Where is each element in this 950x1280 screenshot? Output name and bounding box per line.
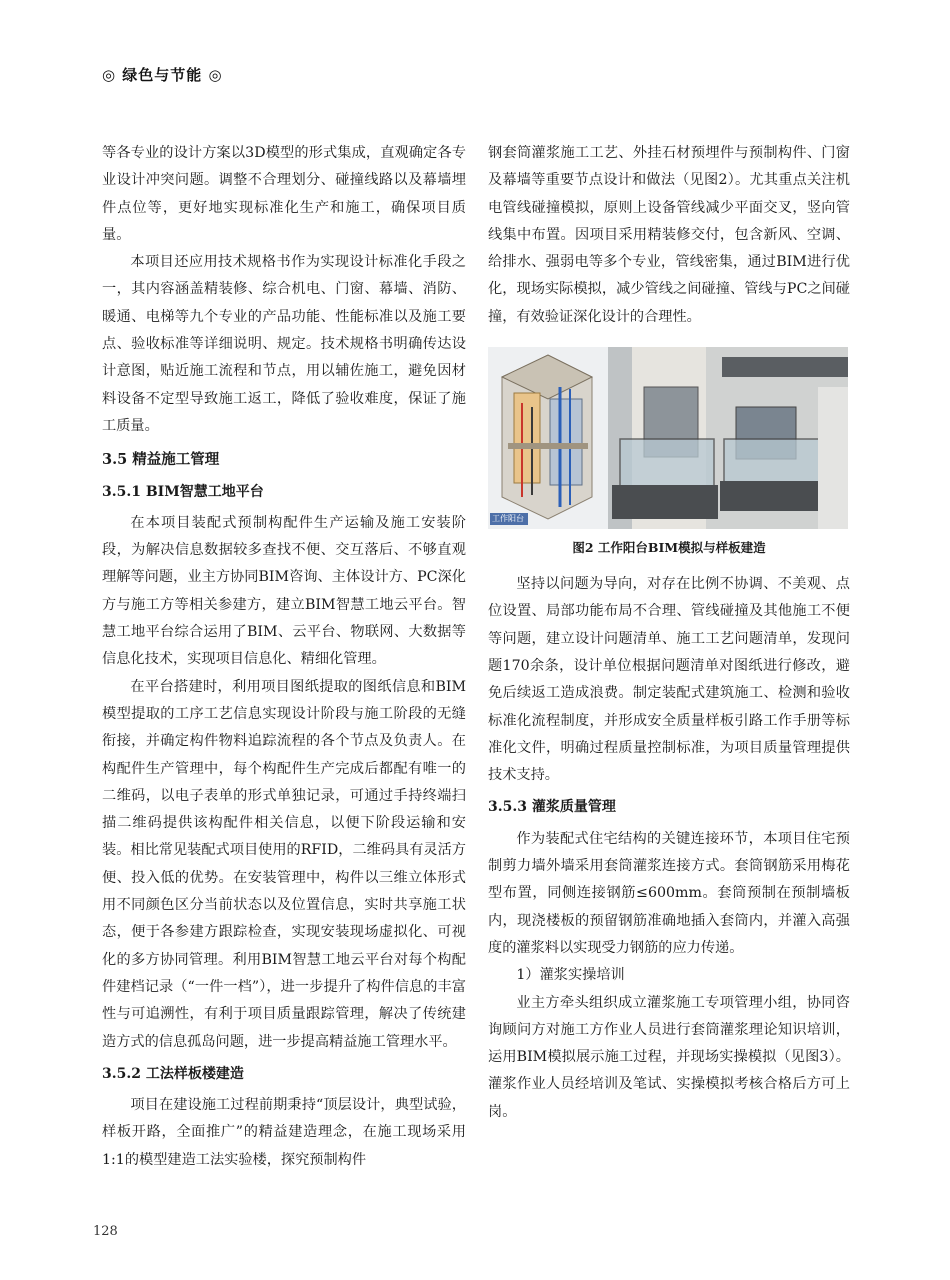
paragraph: 项目在建设施工过程前期秉持“顶层设计，典型试验，样板开路，全面推广”的精益建造理念，在施工现场采用1:1的模型建造工法实验楼，探究预制构件	[102, 1097, 466, 1168]
paragraph: 在本项目装配式预制构配件生产运输及施工安装阶段，为解决信息数据较多查找不便、交互落后、不够直观理解等问题，业主方协同BIM咨询、主体设计方、PC深化方与施工方等相关参建方，建立BIM智慧工地云平台。智慧工地平台综合运用了BIM、云平台、物联网、大数据等信息化技术，实现项目信息化、精细化管理。	[102, 514, 466, 668]
page-number: 128	[93, 1224, 118, 1239]
figure-2	[488, 347, 848, 529]
figure-2-illustration	[488, 347, 848, 529]
section-header: ◎ 绿色与节能 ◎	[102, 66, 223, 84]
figure-inset-label: 工作阳台	[492, 514, 524, 524]
subsection-heading-3-5-3: 3.5.3 灌浆质量管理	[488, 799, 616, 816]
paragraph: 业主方牵头组织成立灌浆施工专项管理小组，协同咨询顾问方对施工方作业人员进行套筒灌浆理论知识培训，运用BIM模拟展示施工过程，并现场实操模拟（见图3）。灌浆作业人员经培训及笔试、实操模拟考核合格后方可上岗。	[488, 994, 850, 1120]
paragraph: 坚持以问题为导向，对存在比例不协调、不美观、点位设置、局部功能布局不合理、管线碰撞及其他施工不便等问题，建立设计问题清单、施工工艺问题清单，发现问题170余条，设计单位根据问题清单对图纸进行修改，避免后续返工造成浪费。制定装配式建筑施工、检测和验收标准化流程制度，并形成安全质量样板引路工作手册等标准化文件，明确过程质量控制标准，为项目质量管理提供技术支持。	[488, 576, 850, 784]
subsection-heading-3-5-1: 3.5.1 BIM智慧工地平台	[102, 483, 264, 500]
list-item-heading: 1）灌浆实操培训	[516, 967, 625, 984]
left-column	[102, 140, 466, 1174]
paragraph: 等各专业的设计方案以3D模型的形式集成，直观确定各专业设计冲突问题。调整不合理划分、碰撞线路以及幕墙埋件点位等，更好地实现标准化生产和施工，确保项目质量。	[102, 145, 466, 243]
right-column	[488, 140, 850, 1126]
section-heading-3-5: 3.5 精益施工管理	[102, 451, 220, 469]
subsection-heading-3-5-2: 3.5.2 工法样板楼建造	[102, 1065, 244, 1082]
figure-2-caption: 图2 工作阳台BIM模拟与样板建造	[572, 540, 766, 556]
paragraph: 作为装配式住宅结构的关键连接环节，本项目住宅预制剪力墙外墙采用套筒灌浆连接方式。套筒钢筋采用梅花型布置，同侧连接钢筋≤600mm。套筒预制在预制墙板内，现浇楼板的预留钢筋准确地插入套筒内，并灌入高强度的灌浆料以实现受力钢筋的应力传递。	[488, 830, 850, 956]
paragraph: 在平台搭建时，利用项目图纸提取的图纸信息和BIM模型提取的工序工艺信息实现设计阶段与施工阶段的无缝衔接，并确定构件物料追踪流程的各个节点及负责人。在构配件生产管理中，每个构配件生产完成后都配有唯一的二维码，以电子表单的形式单独记录，可通过手持终端扫描二维码提供该构配件相关信息，以便下阶段运输和安装。相比常见装配式项目使用的RFID，二维码具有灵活方便、投入低的优势。在安装管理中，构件以三维立体形式用不同颜色区分当前状态以及位置信息，实时共享施工状态，便于各参建方跟踪检查，实现安装现场虚拟化、可视化的多方协同管理。利用BIM智慧工地云平台对每个构配件建档记录（“一件一档”），进一步提升了构件信息的丰富性与可追溯性，有利于项目质量跟踪管理，解决了传统建造方式的信息孤岛问题，进一步提高精益施工管理水平。	[102, 678, 466, 1050]
paragraph: 本项目还应用技术规格书作为实现设计标准化手段之一，其内容涵盖精装修、综合机电、门窗、幕墙、消防、暖通、电梯等九个专业的产品功能、性能标准以及施工要点、验收标准等详细说明、规定。技术规格书明确传达设计意图，贴近施工流程和节点，用以辅佐施工，避免因材料设备不定型导致施工返工，降低了验收难度，保证了施工质量。	[102, 254, 466, 434]
paragraph: 钢套筒灌浆施工工艺、外挂石材预埋件与预制构件、门窗及幕墙等重要节点设计和做法（见图2）。尤其重点关注机电管线碰撞模拟，原则上设备管线减少平面交叉，竖向管线集中布置。因项目采用精装修交付，包含新风、空调、给排水、强弱电等多个专业，管线密集，通过BIM进行优化，现场实际模拟，减少管线之间碰撞、管线与PC之间碰撞，有效验证深化设计的合理性。	[488, 145, 850, 325]
